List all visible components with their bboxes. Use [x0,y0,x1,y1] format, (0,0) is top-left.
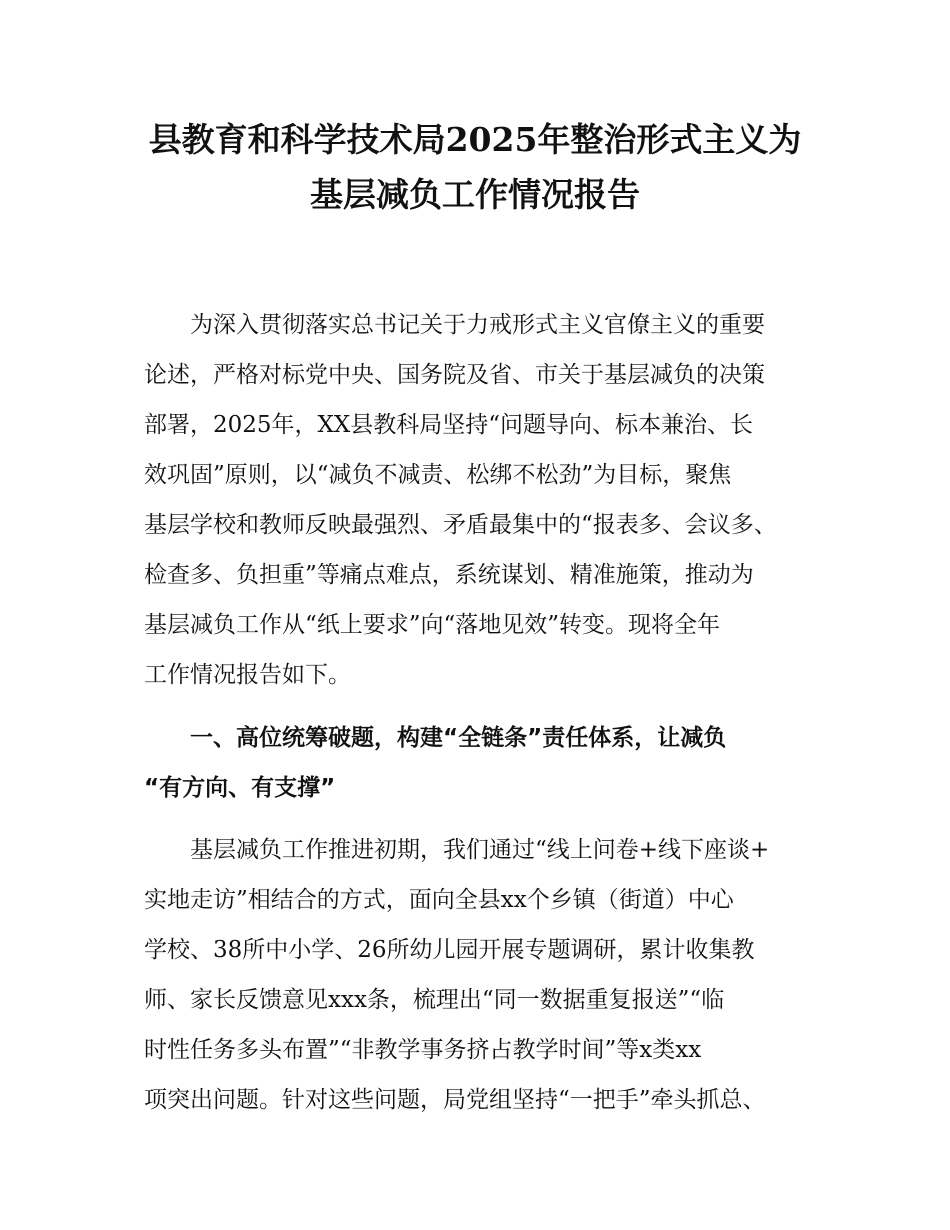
document-title [100,112,850,222]
section-1-heading [144,713,844,813]
intro-line: 检查多、负担重”等痛点难点，系统谋划、精准施策，推动为 [144,562,754,588]
title-line-2: 基层减负工作情况报告 [310,175,640,214]
intro-line: 论述，严格对标党中央、国务院及省、市关于基层减负的决策 [144,362,765,388]
section-1-paragraph [144,825,844,1125]
title-line-1: 县教育和科学技术局2025年整治形式主义为 [148,120,802,159]
intro-paragraph [144,300,844,700]
body-line: 基层减负工作推进初期，我们通过“线上问卷+线下座谈+ [190,837,770,863]
body-line: 实地走访”相结合的方式，面向全县xx个乡镇（街道）中心 [144,887,734,913]
intro-line: 基层学校和教师反映最强烈、矛盾最集中的“报表多、会议多、 [144,512,777,538]
intro-line: 为深入贯彻落实总书记关于力戒形式主义官僚主义的重要 [190,312,765,338]
body-line: 项突出问题。针对这些问题，局党组坚持“一把手”牵头抓总、 [144,1087,766,1113]
section-heading-line: 一、高位统筹破题，构建“全链条”责任体系，让减负 [190,725,727,751]
intro-line: 效巩固”原则，以“减负不减责、松绑不松劲”为目标，聚焦 [144,462,732,488]
body-line: 学校、38所中小学、26所幼儿园开展专题调研，累计收集教 [144,937,755,963]
section-heading-line: “有方向、有支撑” [144,775,336,801]
intro-line: 基层减负工作从“纸上要求”向“落地见效”转变。现将全年 [144,612,721,638]
body-line: 师、家长反馈意见xxx条，梳理出“同一数据重复报送”“临 [144,987,725,1013]
body-line: 时性任务多头布置”“非教学事务挤占教学时间”等x类xx [144,1037,702,1063]
intro-line: 工作情况报告如下。 [144,662,351,688]
intro-line: 部署，2025年，XX县教科局坚持“问题导向、标本兼治、长 [144,412,754,438]
